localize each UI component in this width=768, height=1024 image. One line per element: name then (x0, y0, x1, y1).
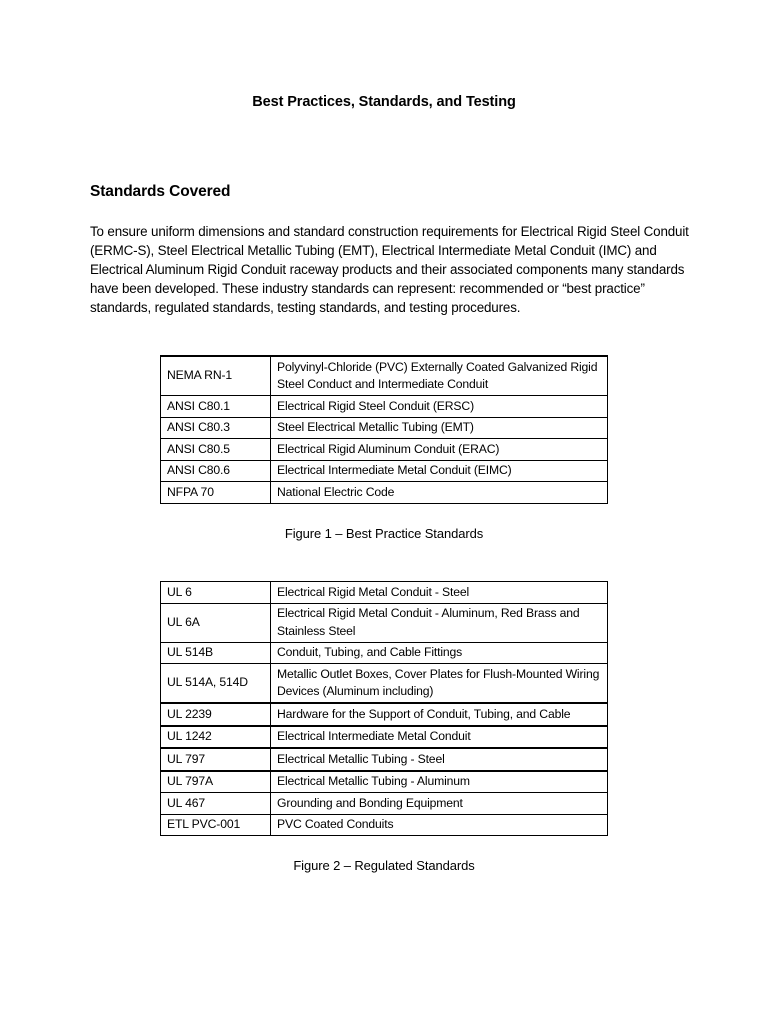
standard-code: UL 1242 (161, 726, 271, 749)
standard-description: Electrical Rigid Steel Conduit (ERSC) (271, 396, 608, 418)
best-practice-standards-table (160, 355, 608, 504)
standard-code: NEMA RN-1 (161, 356, 271, 396)
figure-2-caption: Figure 2 – Regulated Standards (293, 858, 475, 873)
table-row (161, 703, 608, 726)
table-row (161, 793, 608, 815)
table-row (161, 814, 608, 836)
standard-code: ANSI C80.5 (161, 439, 271, 461)
standard-code: UL 797A (161, 771, 271, 793)
standard-description: National Electric Code (271, 482, 608, 504)
standard-description: Hardware for the Support of Conduit, Tubing, and Cable (271, 703, 608, 726)
standard-description: Conduit, Tubing, and Cable Fittings (271, 642, 608, 664)
standard-code: ANSI C80.3 (161, 417, 271, 439)
table-row (161, 726, 608, 749)
standard-description: Electrical Rigid Aluminum Conduit (ERAC) (271, 439, 608, 461)
section-heading: Standards Covered (90, 183, 231, 200)
standard-description: Steel Electrical Metallic Tubing (EMT) (271, 417, 608, 439)
standard-code: ETL PVC-001 (161, 814, 271, 836)
standard-description: Electrical Rigid Metal Conduit - Steel (271, 582, 608, 604)
standard-description: Electrical Intermediate Metal Conduit (EIMC) (271, 460, 608, 482)
table-row (161, 460, 608, 482)
table-row (161, 396, 608, 418)
table-row (161, 439, 608, 461)
table-row (161, 417, 608, 439)
standard-description: PVC Coated Conduits (271, 814, 608, 836)
standard-description: Electrical Metallic Tubing - Aluminum (271, 771, 608, 793)
standard-code: UL 514A, 514D (161, 664, 271, 704)
table-row (161, 642, 608, 664)
standard-description: Electrical Rigid Metal Conduit - Aluminum, Red Brass and Stainless Steel (271, 603, 608, 642)
regulated-standards-table (160, 581, 608, 836)
standard-description: Grounding and Bonding Equipment (271, 793, 608, 815)
table-row (161, 356, 608, 396)
standard-code: ANSI C80.6 (161, 460, 271, 482)
standard-description: Electrical Intermediate Metal Conduit (271, 726, 608, 749)
standard-code: NFPA 70 (161, 482, 271, 504)
standard-description: Electrical Metallic Tubing - Steel (271, 748, 608, 771)
table-row (161, 482, 608, 504)
standard-code: ANSI C80.1 (161, 396, 271, 418)
standard-code: UL 797 (161, 748, 271, 771)
standard-code: UL 514B (161, 642, 271, 664)
standard-description: Polyvinyl-Chloride (PVC) Externally Coated Galvanized Rigid Steel Conduct and Intermediate Conduit (271, 356, 608, 396)
table-row (161, 748, 608, 771)
document-title: Best Practices, Standards, and Testing (252, 94, 516, 110)
standard-code: UL 2239 (161, 703, 271, 726)
standard-code: UL 6 (161, 582, 271, 604)
intro-paragraph: To ensure uniform dimensions and standard construction requirements for Electrical Rigid Steel Conduit (ERMC-S), Steel Electrical Metallic Tubing (EMT), Electrical Intermediate Metal Conduit (IMC) and Electrical Aluminum Rigid Conduit raceway products and their associated components many standards have been developed. These industry standards can represent: recommended or “best practice” standards, regulated standards, testing standards, and testing procedures. (90, 224, 689, 316)
table-row (161, 603, 608, 642)
figure-1-caption: Figure 1 – Best Practice Standards (284, 526, 484, 541)
table-row (161, 582, 608, 604)
table-row (161, 664, 608, 704)
standard-code: UL 6A (161, 603, 271, 642)
standard-code: UL 467 (161, 793, 271, 815)
standard-description: Metallic Outlet Boxes, Cover Plates for Flush-Mounted Wiring Devices (Aluminum including) (271, 664, 608, 704)
table-row (161, 771, 608, 793)
